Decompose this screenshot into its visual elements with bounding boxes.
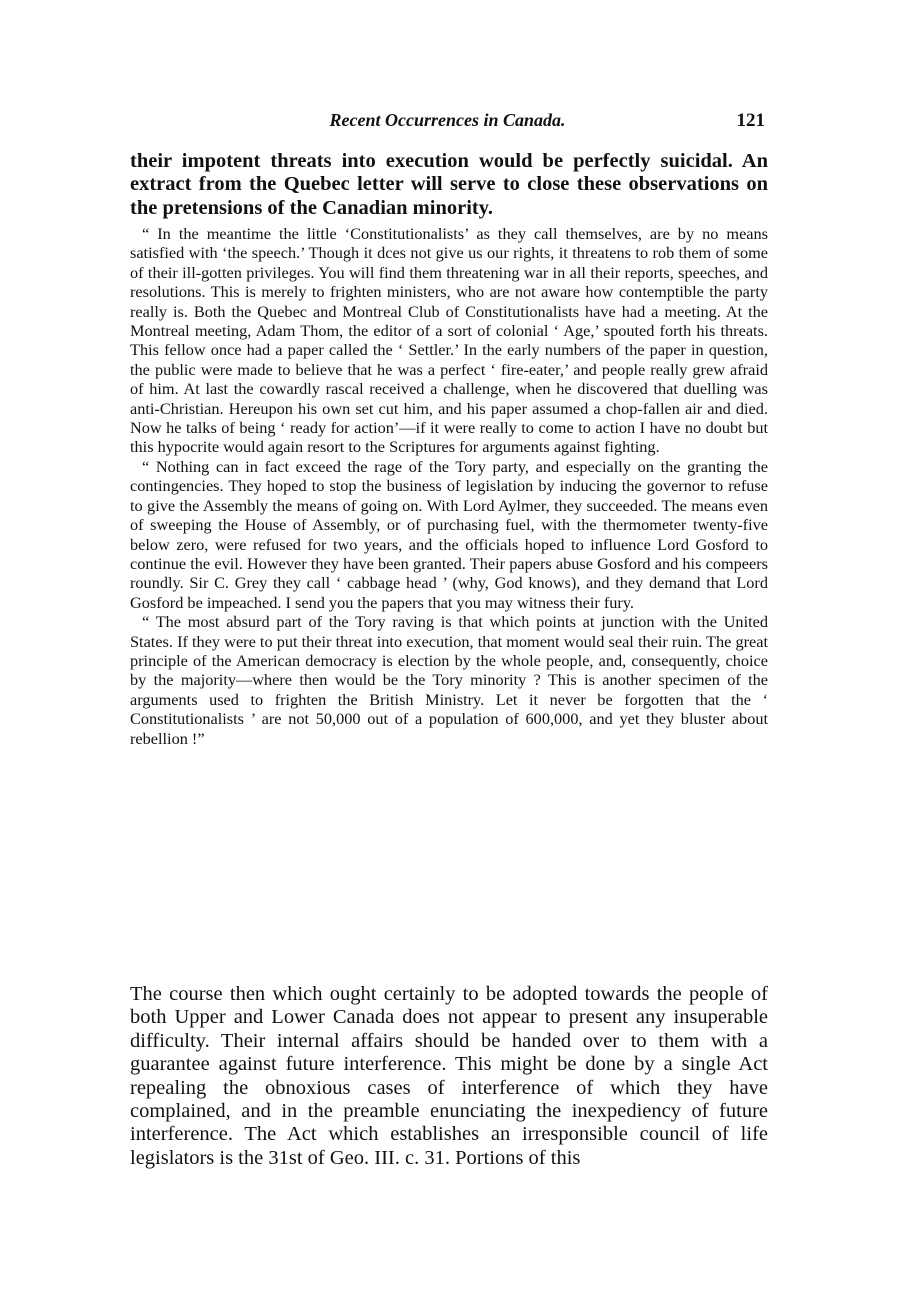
running-title: Recent Occurrences in Canada.: [329, 110, 566, 130]
closing-paragraph: The course then which ought certainly to be adopted towards the people of both Upper and Lower Canada does not appear to present any insuperable difficulty. Their internal affairs should be handed over to them with a guarantee against future interference. This might be done by a single Act repealing the obnoxious cases of interference of which they have complained, and in the preamble enunciating the inexpediency of future interference. The Act which establishes an irresponsible council of life legislators is the 31st of Geo. III. c. 31. Portions of this: [130, 983, 768, 1169]
quoted-paragraph: “ In the meantime the little ‘Constitutionalists’ as they call themselves, are by no means satisfied with ‘the speech.’ Though it dces not give us our rights, it threatens to rob them of some of their ill-gotten privileges. You will find them threatening war in all their reports, speeches, and resolutions. This is merely to frighten ministers, who are not aware how contemptible the party really is. Both the Quebec and Montreal Club of Constitutionalists have had a meeting. At the Montreal meeting, Adam Thom, the editor of a sort of colonial ‘ Age,’ spouted forth his threats. This fellow once had a paper called the ‘ Settler.’ In the early numbers of the paper in question, the public were made to believe that he was a perfect ‘ fire-eater,’ and people really grew afraid of him. At last the cowardly rascal received a challenge, when he discovered that duelling was anti-Christian. Hereupon his own set cut him, and his paper assumed a chop-fallen air and died. Now he talks of being ‘ ready for action’—if it were really to come to action I have no doubt but this hypocrite would again resort to the Scriptures for arguments against fighting.: [130, 224, 768, 457]
opening-paragraph: their impotent threats into execution would be perfectly suicidal. An extract from the Quebec letter will serve to close these observations on the pretensions of the Canadian minority.: [130, 150, 768, 219]
quoted-letter: [130, 224, 768, 748]
quoted-paragraph: “ Nothing can in fact exceed the rage of the Tory party, and especially on the granting the contingencies. They hoped to stop the business of legislation by inducing the governor to refuse to give the Assembly the means of going on. With Lord Aylmer, they succeeded. The means even of sweeping the House of Assembly, or of purchasing fuel, with the thermometer twenty-five below zero, were refused for two years, and the officials hoped to influence Lord Gosford to continue the evil. However they have been granted. Their papers abuse Gosford and his compeers roundly. Sir C. Grey they call ‘ cabbage head ’ (why, God knows), and they demand that Lord Gosford be impeached. I send you the papers that you may witness their fury.: [130, 456, 768, 612]
running-head: [130, 110, 765, 136]
page-number: 121: [736, 110, 765, 131]
quoted-paragraph: “ The most absurd part of the Tory raving is that which points at junction with the United States. If they were to put their threat into execution, that moment would seal their ruin. The great principle of the American democracy is election by the whole people, and, consequently, choice by the majority—where then would be the Tory minority ? This is another specimen of the arguments used to frighten the British Ministry. Let it never be forgotten that the ‘ Constitutionalists ’ are not 50,000 out of a population of 600,000, and yet they bluster about rebellion !”: [130, 612, 768, 748]
